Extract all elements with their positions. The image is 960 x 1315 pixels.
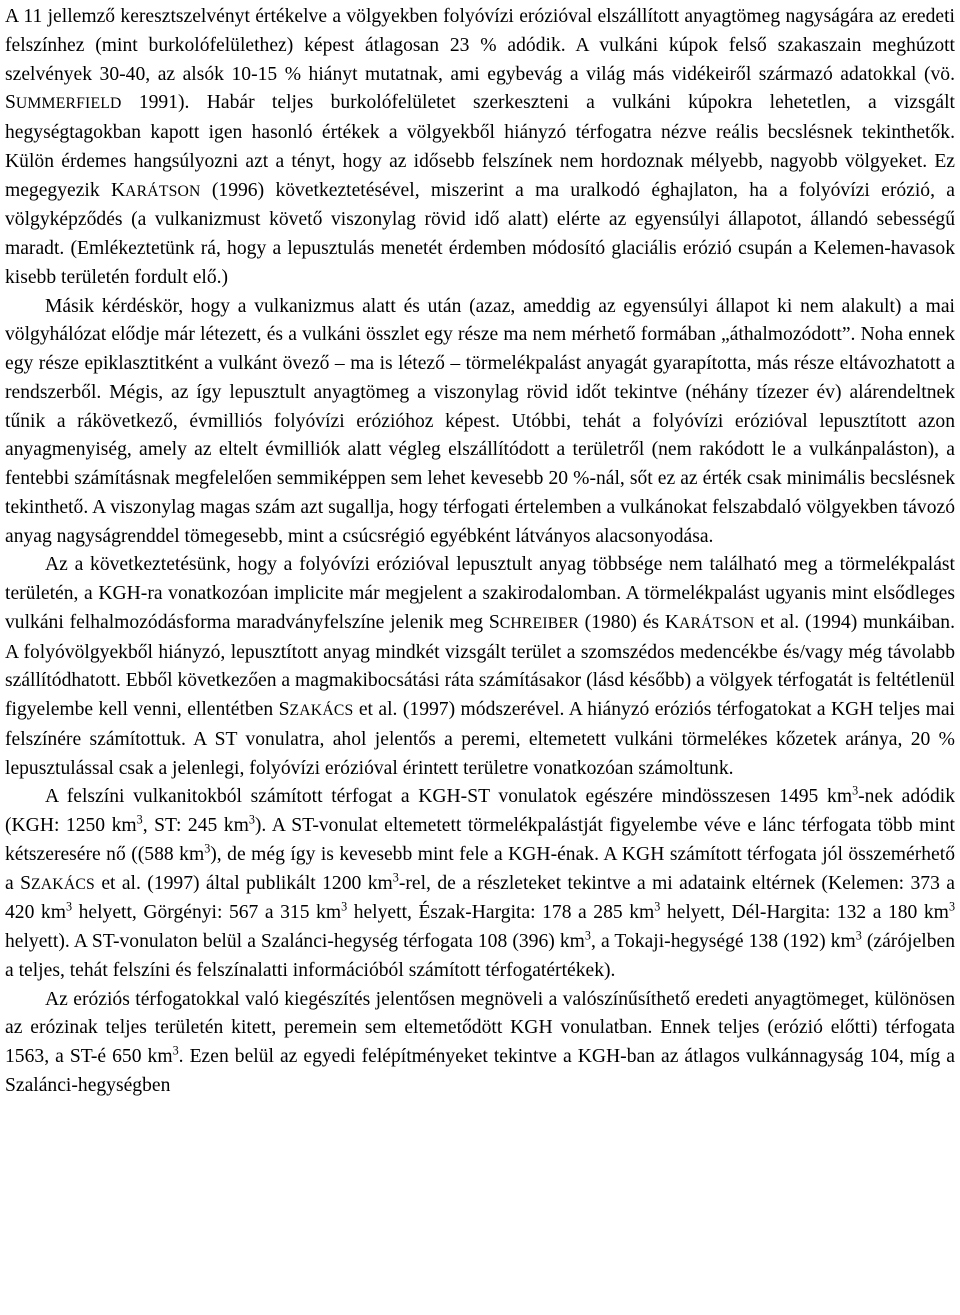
author-name-smallcaps: ARÁTSON: [125, 182, 201, 200]
text-run: (1996) következtetésével, miszerint a ma uralkodó éghajlaton, ha a folyóvízi erózió, a völgyképződés (a vulkanizmust követő viszonylag rövid idő alatt) elérte az egyensúlyi állapotot, állandó sebességű maradt. (Emlékeztetünk rá, hogy a lepusztulás menetét érdemben módosító glaciális erózió csupán a Kelemen-havasok kisebb területén fordult elő.): [5, 179, 955, 288]
superscript: 3: [654, 899, 661, 914]
superscript: 3: [248, 812, 255, 827]
paragraph-4: [5, 783, 955, 985]
text-run: helyett). A ST-vonulaton belül a Szalánci-hegység térfogata 108 (396) km: [5, 931, 585, 952]
text-run: , a Tokaji-hegységé 138 (192) km: [590, 931, 856, 952]
superscript: 3: [341, 899, 348, 914]
paragraph-5: [5, 986, 955, 1101]
text-run: et al. (1997) módszerével. A hiányzó eróziós térfogatokat a KGH teljes mai felszínére számítottuk. A ST vonulatra, ahol jelentős a peremi, eltemetett vulkáni törmelékes kőzetek aránya, 20 % lepusztulással csak a jelenlegi, folyóvízi erózióval érintett területre vonatkozóan számoltunk.: [5, 699, 955, 779]
text-run: helyett, Görgényi: 567 a 315 km: [72, 902, 342, 924]
author-name-smallcaps: ARÁTSON: [678, 614, 755, 632]
text-run: Az a következtetésünk, hogy a folyóvízi erózióval lepusztult anyag többsége nem található meg a törmelékpalást területén, a KGH-ra vonatkozóan implicite már megjelent a szakirodalomban. A törmelékpalást ugyanis mint elsődleges vulkáni felhalmozódásforma maradványfelszíne jelenik meg: [5, 554, 955, 633]
superscript: 3: [855, 928, 862, 943]
author-name-smallcaps: ZAKÁCS: [31, 875, 95, 893]
text-run: ), de még így is kevesebb mint fele a KGH-énak. A KGH számított térfogata jól összemérhető a: [5, 843, 955, 894]
text-run: K: [110, 179, 126, 201]
text-run: S: [20, 872, 32, 894]
text-run: et al. (1997) által publikált 1200 km: [94, 872, 393, 894]
text-run: Másik kérdéskör, hogy a vulkanizmus alatt és után (azaz, ameddig az egyensúlyi állapot ki nem alakult) a mai völgyhálózat elődje már létezett, és a vulkáni összlet egy része ma nem mérhető formában „áthalmozódott”. Noha ennek egy része epiklasztitként a vulkánt övező – ma is létező – törmelékpalást anyagát gyarapította, más része eltávozhatott a rendszerből. Mégis, az így lepusztult anyagtömeg a viszonylag rövid időt tekintve (néhány tízezer év) alárendeltnek tűnik a rákövetkező, évmilliós folyóvízi erózióhoz képest. Utóbbi, tehát a folyóvízi erózióval lepusztított azon anyagmenyiség, amely az eltelt évmilliók alatt végleg elszállítódott a területről (nem rakódott le a vulkánpaláston), a fentebbi számításnak megfelelően semmiképpen sem lehet kevesebb 20 %-nál, sőt ez az érték csak minimális becslésnek tekinthető. A viszonylag magas szám azt sugallja, hogy térfogati értelemben a vulkánokat felszabdaló völgyekben távozó anyag nagyságrenddel tömegesebb, mint a csúcsrégió egyébként látványos alacsonyodása.: [5, 295, 955, 547]
superscript: 3: [204, 841, 211, 856]
text-run: -nek adódik (KGH: 1250 km: [5, 786, 955, 836]
text-run: 1991). Habár teljes burkolófelületet szerkeszteni a vulkáni kúpokra lehetetlen, a vizsgált hegységtagokban kapott igen hasonló értékek a völgyekből hiányzó térfogatra nézve reális becslésnek tekinthetők. Külön érdemes hangsúlyozni azt a tényt, hogy az idősebb felszínek nem hordoznak mélyebb, nagyobb völgyeket. Ez megegyezik: [5, 92, 955, 201]
text-run: -rel, de a részleteket tekintve a mi adataink eltérnek (Kelemen: 373 a 420 km: [5, 872, 955, 924]
text-run: (1980) és: [578, 611, 665, 633]
text-run: Az eróziós térfogatokkal való kiegészítés jelentősen megnöveli a valószínűsíthető eredeti anyagtömeget, különösen az erózinak teljes területén kitett, peremein sem eltemetődött KGH vonulatban. Ennek teljes (erózió előtti) térfogata 1563, a ST-é 650 km: [5, 988, 955, 1067]
text-run: S: [488, 611, 500, 633]
author-name-smallcaps: CHREIBER: [499, 614, 579, 632]
author-name-smallcaps: UMMERFIELD: [15, 95, 122, 113]
text-run: ). A ST-vonulat eltemetett törmelékpalástját figyelembe véve e lánc térfogata több mint kétszeresére nő ((588 km: [5, 815, 956, 865]
superscript: 3: [948, 899, 956, 914]
paragraph-2: [5, 293, 955, 552]
superscript: 3: [172, 1043, 179, 1058]
text-run: K: [664, 611, 679, 633]
text-run: S: [5, 92, 16, 114]
author-name-smallcaps: ZAKÁCS: [289, 702, 354, 719]
superscript: 3: [136, 812, 143, 827]
text-run: . Ezen belül az egyedi felépítményeket tekintve a KGH-ban az átlagos vulkánnagyság 104, míg a Szalánci-hegységben: [5, 1046, 956, 1096]
text-run: A felszíni vulkanitokból számított térfogat a KGH-ST vonulatok egészére mindösszesen 1495 km: [45, 786, 853, 808]
text-run: , ST: 245 km: [142, 815, 249, 836]
superscript: 3: [392, 870, 399, 885]
text-run: helyett, Dél-Hargita: 132 a 180 km: [660, 902, 949, 924]
superscript: 3: [584, 928, 591, 943]
superscript: 3: [852, 783, 859, 798]
text-run: A 11 jellemző keresztszelvényt értékelve a völgyekben folyóvízi erózióval elszállított anyagtömeg nagyságára az eredeti felszínhez (mint burkolófelülethez) képest átlagosan 23 % adódik. A vulkáni kúpok felső szakaszain meghúzott szelvények 30-40, az alsók 10-15 % hiányt mutatnak, ami egybevág a világ más vidékeiről származó adatokkal (vö.: [5, 6, 955, 85]
superscript: 3: [65, 899, 73, 914]
paragraph-1: [5, 3, 955, 293]
text-run: (zárójelben a teljes, tehát felszíni és felszínalatti információból számított térfogatértékek).: [5, 931, 955, 981]
text-run: et al. (1994) munkáiban. A folyóvölgyekből hiányzó, lepusztított anyag mindkét vizsgált terület a szomszédos medencékbe és/vagy még távolabb szállítódhatott. Ebből következően a magmakibocsátási ráta számításakor (lásd később) a völgyek térfogatát is feltétlenül figyelembe kell venni, ellentétben: [5, 611, 955, 720]
paragraph-3: [5, 551, 955, 783]
text-run: helyett, Észak-Hargita: 178 a 285 km: [347, 902, 655, 924]
text-run: S: [278, 699, 290, 720]
